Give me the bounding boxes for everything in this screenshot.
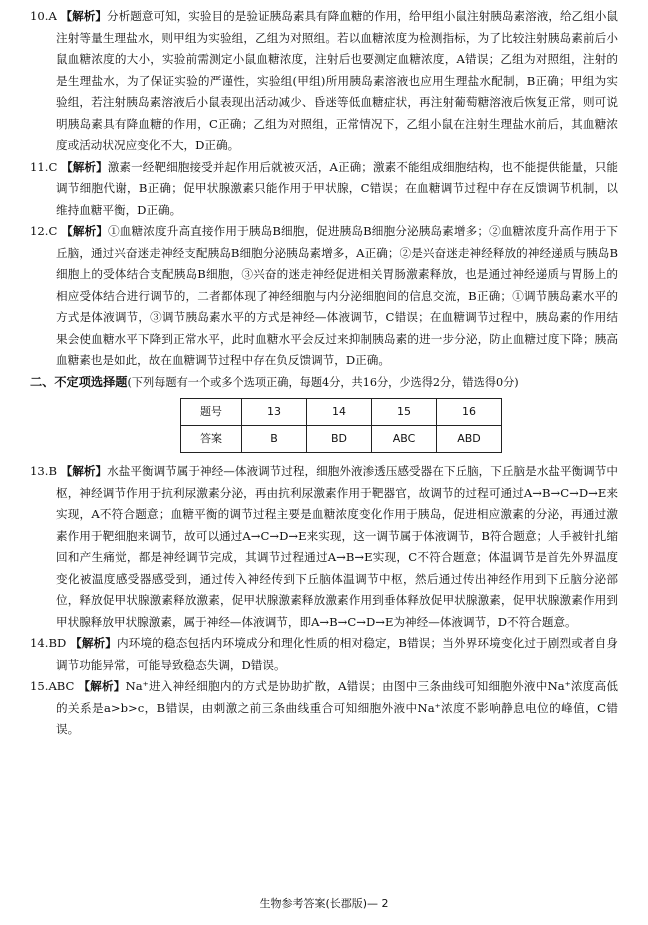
table-answer-label: 答案 [181, 426, 242, 453]
answer-item-10 [30, 6, 618, 157]
table-cell-answer: BD [307, 426, 372, 453]
answer-item-13 [30, 461, 618, 633]
analysis-text: 内环境的稳态包括内环境成分和理化性质的相对稳定，B错误；当外界环境变化过于剧烈或者自身调节功能异常，可能导致稳态失调，D错误。 [56, 636, 618, 672]
analysis-text: 水盐平衡调节属于神经—体液调节过程，细胞外液渗透压感受器在下丘脑，下丘脑是水盐平衡调节中枢，神经调节作用于抗利尿激素分泌，再由抗利尿激素作用于靶器官，故调节的过程可通过A→B→C→D→E来实现，A不符合题意；血糖平衡的调节过程主要是血糖浓度变化作用于胰岛，促进相应激素的分泌，再通过激素作用于靶细胞来调节，故可以通过A→C→D→E来实现，这一调节属于体液调节，B符合题意；人手被针扎缩回和产生痛觉，都是神经调节完成，其调节过程通过A→B→E实现，C不符合题意；体温调节是首先外界温度变化被温度感受器感受到，通过传入神经传到下丘脑体温调节中枢，然后通过传出神经作用到下丘脑分泌部位，释放促甲状腺激素释放激素，促甲状腺激素释放激素作用到垂体释放促甲状腺激素，促甲状腺激素作用到甲状腺释放甲状腺激素，属于神经—体液调节，即A→B→C→D→E为神经—体液调节，D不符合题意。 [56, 464, 618, 629]
analysis-text: 分析题意可知，实验目的是验证胰岛素具有降血糖的作用，给甲组小鼠注射胰岛素溶液，给乙组小鼠注射等量生理盐水，则甲组为实验组，乙组为对照组。若以血糖浓度为检测指标，为了比较注射胰岛素前后小鼠血糖浓度的大小，实验前需测定小鼠血糖浓度，注射后也要测定血糖浓度，A错误；乙组为对照组，注射的是生理盐水，为了保证实验的严谨性，实验组(甲组)所用胰岛素溶液也应用生理盐水配制，B正确；甲组为实验组，若注射胰岛素溶液后小鼠表现出活动减少、昏迷等低血糖症状，再注射葡萄糖溶液后恢复正常，则可说明胰岛素具有降血糖的作用，C正确；乙组为对照组，正常情况下，乙组小鼠在注射生理盐水前后，其血糖浓度或活动状况应变化不大，D正确。 [56, 9, 618, 152]
analysis-tag: 【解析】 [60, 9, 107, 23]
table-cell-number: 15 [372, 399, 437, 426]
section-note: (下列每题有一个或多个选项正确，每题4分，共16分，少选得2分，错选得0分) [127, 375, 519, 389]
answer-table-header-row [181, 399, 502, 426]
analysis-tag: 【解析】 [61, 159, 108, 174]
table-cell-answer: ABC [372, 426, 437, 453]
question-number: 10.A [30, 9, 57, 23]
answer-table [180, 398, 502, 453]
table-cell-answer: B [242, 426, 307, 453]
section-heading [30, 372, 618, 394]
answer-item-12 [30, 221, 618, 372]
answer-item-11 [30, 157, 618, 222]
question-number: 13.B [30, 464, 57, 478]
analysis-tag: 【解析】 [61, 224, 109, 238]
question-number: 12.C [30, 224, 58, 238]
analysis-text: Na⁺进入神经细胞内的方式是协助扩散，A错误；由图中三条曲线可知细胞外液中Na⁺浓度高低的关系是a>b>c，B错误，由刺激之前三条曲线重合可知细胞外液中Na⁺浓度不影响静息电位的峰值，C错误。 [56, 679, 619, 736]
answer-item-15 [30, 676, 618, 741]
question-number: 15.ABC [30, 679, 75, 693]
answer-item-14 [30, 633, 618, 676]
table-cell-number: 16 [437, 399, 502, 426]
answer-table-answer-row [181, 426, 502, 453]
section-title: 二、不定项选择题 [30, 374, 128, 389]
analysis-tag: 【解析】 [60, 464, 108, 478]
table-cell-number: 14 [307, 399, 372, 426]
question-number: 11.C [30, 159, 58, 174]
analysis-text: ①血糖浓度升高直接作用于胰岛B细胞，促进胰岛B细胞分泌胰岛素增多；②血糖浓度升高作用于下丘脑，通过兴奋迷走神经支配胰岛B细胞分泌胰岛素增多，A正确；②是兴奋迷走神经释放的神经递质与胰岛B细胞上的受体结合支配胰岛B细胞，③兴奋的迷走神经促进相关胃肠激素释放，也是通过神经递质与胃肠上的相应受体结合进行调节的，二者都体现了神经细胞与内分泌细胞间的信息交流，B正确；①调节胰岛素水平的方式是体液调节，③调节胰岛素水平的方式是神经—体液调节，C错误；在血糖调节过程中，胰岛素的作用结果会使血糖水平下降到正常水平，此时血糖水平会反过来抑制胰岛素的进一步分泌，防止血糖过度下降；胰高血糖素也是如此，故在血糖调节过程中存在负反馈调节，D正确。 [56, 224, 618, 367]
analysis-text: 激素一经靶细胞接受并起作用后就被灭活，A正确；激素不能组成细胞结构，也不能提供能量，只能调节细胞代谢，B正确；促甲状腺激素只能作用于甲状腺，C错误；在血糖调节过程中存在反馈调节机制，以维持血糖平衡，D正确。 [56, 159, 618, 217]
table-cell-number: 13 [242, 399, 307, 426]
table-cell-answer: ABD [437, 426, 502, 453]
analysis-tag: 【解析】 [78, 679, 126, 693]
analysis-tag: 【解析】 [70, 636, 117, 650]
page-footer: 生物参考答案(长郡版)— 2 [259, 897, 389, 910]
table-header-label: 题号 [181, 399, 242, 426]
question-number: 14.BD [30, 636, 67, 650]
